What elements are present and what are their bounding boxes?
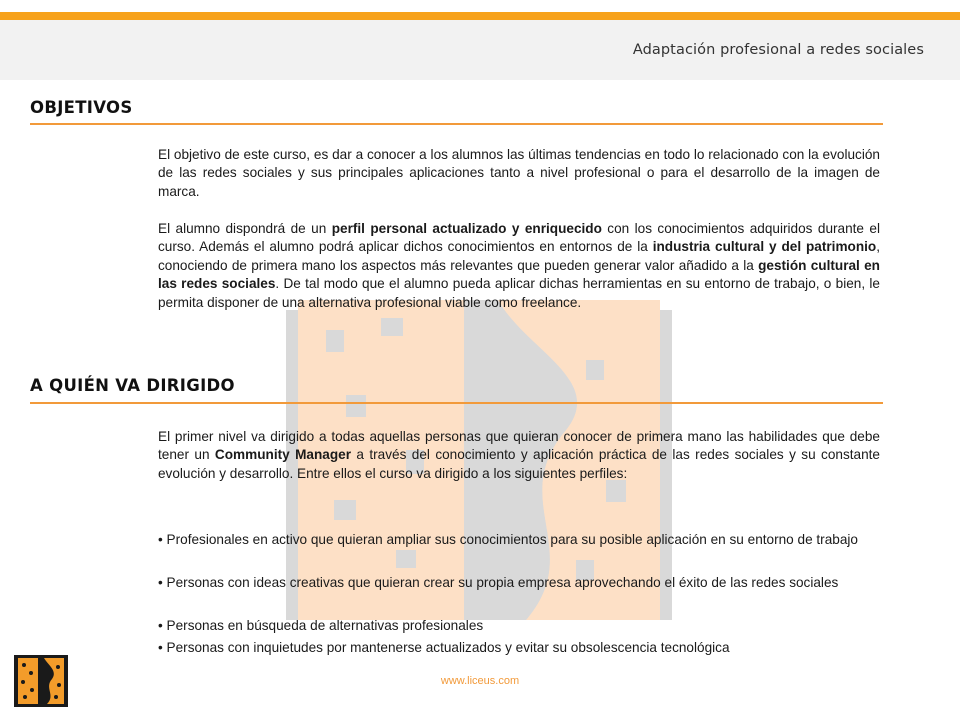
text-fragment: El alumno dispondrá de un xyxy=(158,221,332,236)
bold-fragment: gestión cultural en las redes sociales xyxy=(158,257,880,292)
bold-fragment: industria cultural y del patrimonio xyxy=(652,239,877,255)
text-fragment: . De tal modo que el alumno pueda aplicar dichas herramientas en su entorno de trabajo, o bien, le permita disponer de una alternativa profesional viable como freelance. xyxy=(158,276,880,310)
bold-fragment: perfil personal actualizado y enriquecido xyxy=(331,221,602,236)
objetivos-paragraph-1: El objetivo de este curso, es dar a conocer a los alumnos las últimas tendencias en todo lo relacionado con la evolución de las redes sociales y sus principales aplicaciones tanto a nivel profesional o para el desarrollo de la imagen de marca. xyxy=(158,147,880,199)
list-item: • Personas con inquietudes por mantenerse actualizados y evitar su obsolescencia tecnológica xyxy=(158,640,730,655)
text-fragment: con los conocimientos adquiridos durante el curso. Además el alumno podrá aplicar dichos conocimientos en entornos de la xyxy=(158,221,880,255)
objetivos-divider xyxy=(30,123,883,125)
top-accent-bar xyxy=(0,12,960,20)
bold-fragment: Community Manager xyxy=(214,447,351,463)
objetivos-heading: OBJETIVOS xyxy=(30,98,133,117)
objetivos-paragraph-2 xyxy=(158,220,880,312)
list-item: • Personas en búsqueda de alternativas profesionales xyxy=(158,618,484,633)
list-item: • Personas con ideas creativas que quieran crear su propia empresa aprovechando el éxito de las redes sociales xyxy=(158,575,839,590)
dirigido-heading: A QUIÉN VA DIRIGIDO xyxy=(30,376,235,395)
dirigido-paragraph xyxy=(158,428,880,483)
text-fragment: , conociendo de primera mano los aspectos más relevantes que pueden generar valor añadido a la xyxy=(158,239,880,273)
header-title: Adaptación profesional a redes sociales xyxy=(632,42,924,58)
list-item: • Profesionales en activo que quieran ampliar sus conocimientos para su posible aplicación en su entorno de trabajo xyxy=(158,532,858,547)
text-fragment: a través del conocimiento y aplicación práctica de las redes sociales y su constante evolución y desarrollo. Entre ellos el curso va dirigido a los siguientes perfiles: xyxy=(158,447,880,481)
footer-website-link[interactable]: www.liceus.com xyxy=(440,675,520,687)
text-fragment: El primer nivel va dirigido a todas aquellas personas que quieran conocer de primera mano las habilidades que debe tener un xyxy=(158,429,880,463)
dirigido-divider xyxy=(30,402,883,404)
